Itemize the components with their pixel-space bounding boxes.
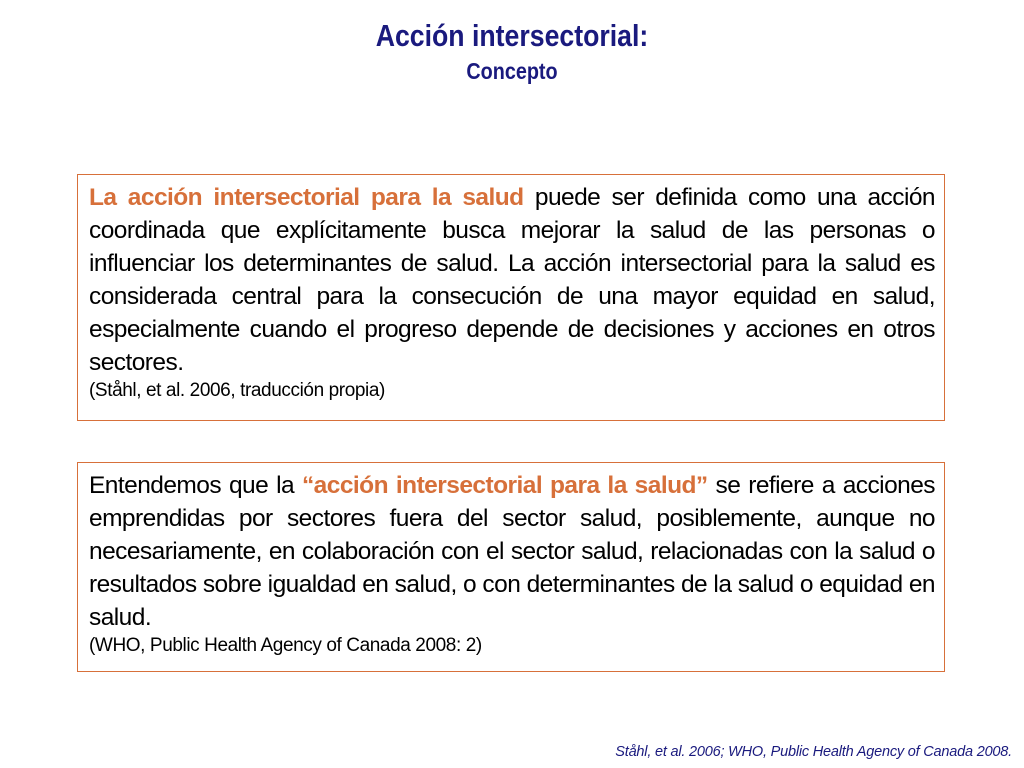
understanding-highlight: “acción intersectorial para la salud”	[301, 472, 708, 499]
definition-paragraph	[89, 181, 935, 379]
understanding-box	[77, 462, 945, 672]
understanding-paragraph	[89, 469, 935, 634]
footer-reference: Ståhl, et al. 2006; WHO, Public Health Agency of Canada 2008.	[615, 744, 1012, 760]
definition-box	[77, 174, 945, 421]
definition-highlight: La acción intersectorial para la salud	[89, 184, 524, 211]
definition-citation: (Ståhl, et al. 2006, traducción propia)	[89, 380, 385, 401]
page-subtitle: Concepto	[466, 58, 558, 84]
understanding-intro: Entendemos que la	[89, 472, 302, 499]
page-title: Acción intersectorial:	[375, 18, 649, 53]
title-block	[0, 16, 1024, 86]
understanding-text: se refiere a acciones emprendidas por sectores fuera del sector salud, posiblemente, aunque no necesariamente, en colaboración con el sector salud, relacionadas con la salud o resultados sobre igualdad en salud, o con determinantes de la salud o equidad en salud.	[89, 472, 935, 631]
understanding-citation: (WHO, Public Health Agency of Canada 2008: 2)	[89, 635, 482, 656]
definition-text: puede ser definida como una acción coordinada que explícitamente busca mejorar la salud de las personas o influenciar los determinantes de salud. La acción intersectorial para la salud es considerada central para la consecución de una mayor equidad en salud, especialmente cuando el progreso depende de decisiones y acciones en otros sectores.	[89, 184, 935, 376]
